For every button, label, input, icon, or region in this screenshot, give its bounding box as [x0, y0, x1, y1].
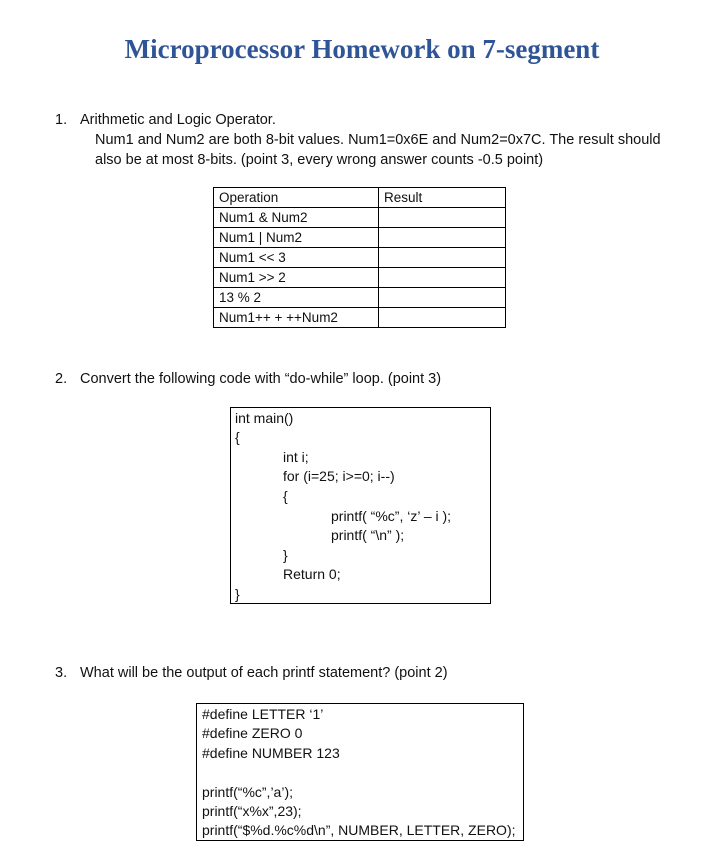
- code-line: int i;: [283, 449, 309, 465]
- description-line: also be at most 8-bits. (point 3, every wrong answer counts -0.5 point): [95, 152, 544, 168]
- code-block-defines: [196, 703, 524, 841]
- code-line: {: [283, 488, 288, 504]
- result-cell[interactable]: [379, 208, 506, 228]
- header-result: Result: [379, 188, 506, 208]
- question-title: Convert the following code with “do-while” loop. (point 3): [80, 371, 442, 387]
- code-line: printf(“x%x”,23);: [202, 803, 302, 819]
- result-cell[interactable]: [379, 288, 506, 308]
- table-row: [214, 268, 506, 288]
- code-line: printf( “%c”, ‘z’ – i );: [331, 508, 452, 524]
- page-title: Microprocessor Homework on 7-segment: [124, 34, 600, 64]
- code-line: {: [235, 429, 240, 445]
- question-3-heading: [55, 663, 695, 683]
- question-1-heading: [55, 110, 695, 130]
- operation-cell: Num1 | Num2: [214, 228, 379, 248]
- question-2-heading: [55, 369, 695, 389]
- question-title: Arithmetic and Logic Operator.: [80, 112, 276, 128]
- result-cell[interactable]: [379, 308, 506, 328]
- table-row: [214, 208, 506, 228]
- code-line: Return 0;: [283, 566, 341, 582]
- result-cell[interactable]: [379, 268, 506, 288]
- question-title: What will be the output of each printf statement? (point 2): [80, 665, 448, 681]
- code-line: }: [283, 547, 288, 563]
- table-row: [214, 288, 506, 308]
- header-operation: Operation: [214, 188, 379, 208]
- code-line: #define LETTER ‘1’: [202, 706, 324, 722]
- table-row: [214, 308, 506, 328]
- code-block-main: [230, 407, 491, 604]
- description-line: Num1 and Num2 are both 8-bit values. Num1=0x6E and Num2=0x7C. The result should: [95, 132, 661, 148]
- code-line: }: [235, 586, 240, 602]
- question-number: 2.: [55, 371, 68, 387]
- operations-table: [213, 187, 506, 328]
- table-row: [214, 228, 506, 248]
- table-header-row: [214, 188, 506, 208]
- operation-cell: Num1 << 3: [214, 248, 379, 268]
- operation-cell: 13 % 2: [214, 288, 379, 308]
- operation-cell: Num1 & Num2: [214, 208, 379, 228]
- table-row: [214, 248, 506, 268]
- code-line: printf(“%c”,’a’);: [202, 784, 294, 800]
- code-line: printf(“$%d.%c%d\n”, NUMBER, LETTER, ZERO);: [202, 822, 516, 838]
- code-line: #define ZERO 0: [202, 725, 303, 741]
- code-line: printf( “\n” );: [331, 527, 405, 543]
- question-1-description: [95, 130, 675, 170]
- question-number: 1.: [55, 112, 68, 128]
- question-number: 3.: [55, 665, 68, 681]
- code-line: int main(): [235, 410, 294, 426]
- operation-cell: Num1 >> 2: [214, 268, 379, 288]
- result-cell[interactable]: [379, 228, 506, 248]
- code-line: for (i=25; i>=0; i--): [283, 468, 395, 484]
- result-cell[interactable]: [379, 248, 506, 268]
- operation-cell: Num1++ + ++Num2: [214, 308, 379, 328]
- code-line: #define NUMBER 123: [202, 745, 340, 761]
